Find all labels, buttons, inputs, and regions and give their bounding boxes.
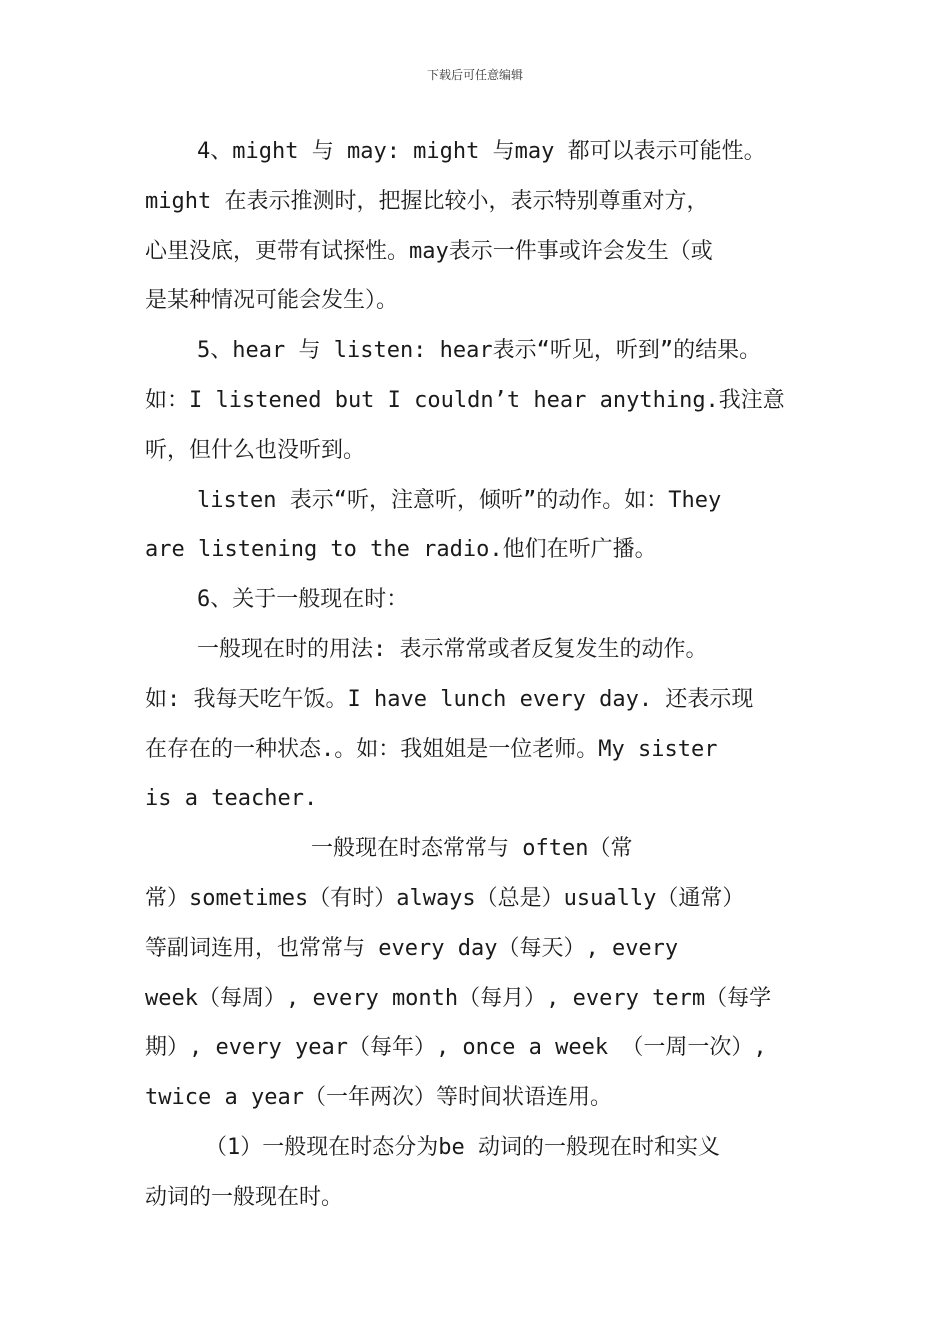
paragraph-line: 一般现在时的用法: 表示常常或者反复发生的动作。 bbox=[197, 636, 708, 662]
document-body bbox=[145, 127, 817, 1223]
paragraph-line: week（每周）, every month（每月）, every term（每学 bbox=[145, 985, 772, 1011]
paragraph-line: 在存在的一种状态.。如：我姐姐是一位老师。My sister bbox=[145, 736, 718, 762]
paragraph-line: 如：I listened but I couldn’t hear anything.我注意 bbox=[145, 387, 785, 413]
paragraph-line: 等副词连用，也常常与 every day（每天）, every bbox=[145, 935, 679, 961]
paragraph-line: 是某种情况可能会发生）。 bbox=[145, 288, 399, 314]
paragraph-line: 6、关于一般现在时： bbox=[197, 587, 409, 613]
paragraph-line: 心里没底，更带有试探性。may表示一件事或许会发生（或 bbox=[145, 238, 713, 264]
paragraph-line: 4、might 与 may: might 与may 都可以表示可能性。 bbox=[197, 139, 766, 164]
paragraph-line: 听，但什么也没听到。 bbox=[145, 437, 366, 463]
paragraph-line: are listening to the radio.他们在听广播。 bbox=[145, 537, 657, 563]
paragraph-line: is a teacher. bbox=[145, 786, 318, 812]
page-header: 下载后可任意编辑 bbox=[426, 68, 523, 82]
paragraph-line: might 在表示推测时，把握比较小，表示特别尊重对方， bbox=[145, 188, 709, 214]
paragraph-line: listen 表示“听，注意听，倾听”的动作。如：They bbox=[197, 487, 722, 513]
paragraph-line: 常）sometimes（有时）always（总是）usually（通常） bbox=[145, 885, 745, 911]
paragraph-line: （1）一般现在时态分为be 动词的一般现在时和实义 bbox=[205, 1134, 720, 1160]
paragraph-line: 如: 我每天吃午饭。I have lunch every day. 还表示现 bbox=[145, 686, 754, 712]
paragraph-line: twice a year（一年两次）等时间状语连用。 bbox=[145, 1085, 612, 1111]
paragraph-line: 期）, every year（每年）, once a week （一周一次）, bbox=[145, 1035, 767, 1061]
paragraph-line: 一般现在时态常常与 often（常 bbox=[311, 836, 633, 862]
paragraph-line: 动词的一般现在时。 bbox=[145, 1184, 344, 1210]
paragraph-line: 5、hear 与 listen: hear表示“听见，听到”的结果。 bbox=[197, 338, 762, 364]
